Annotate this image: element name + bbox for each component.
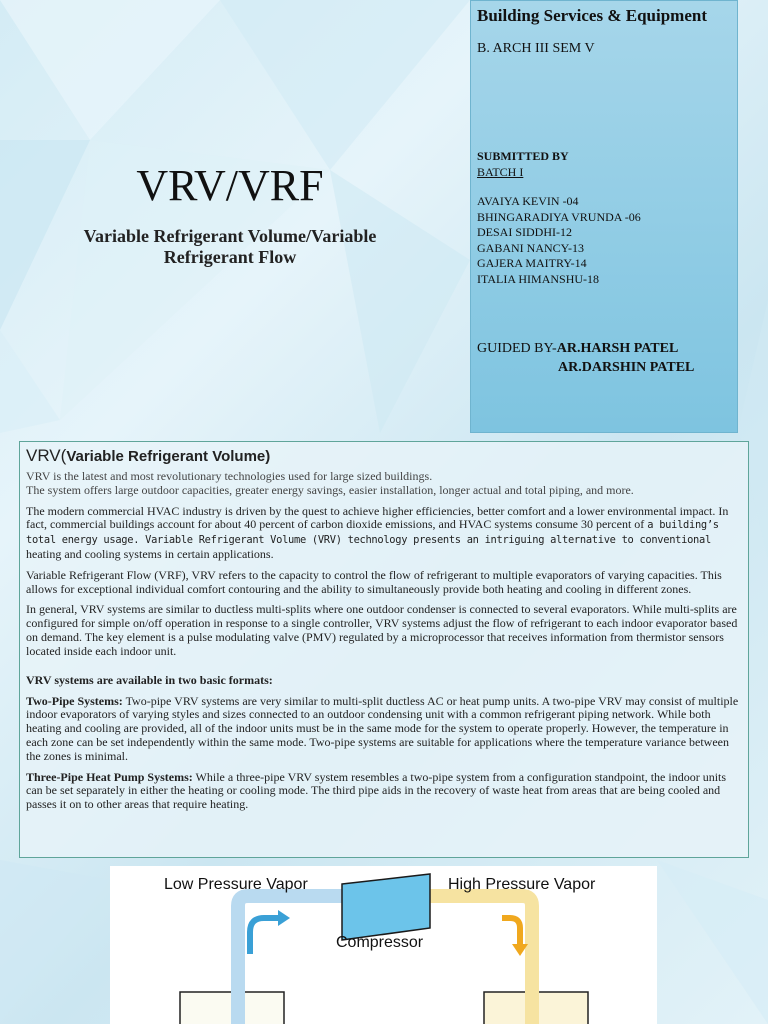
paragraph-three-pipe <box>26 771 742 812</box>
intro-line-2: The system offers large outdoor capacities, greater energy savings, easier installation, longer actual and total piping, and more. <box>26 482 634 497</box>
guide-name-2: AR.DARSHIN PATEL <box>558 360 695 375</box>
slide-subtitle: Variable Refrigerant Volume/Variable Refrigerant Flow <box>83 226 377 267</box>
title-block <box>60 160 400 268</box>
member-item: BHINGARADIYA VRUNDA -06 <box>477 209 641 224</box>
info-panel <box>470 0 738 433</box>
member-item: ITALIA HIMANSHU-18 <box>477 271 600 286</box>
high-pressure-label: High Pressure Vapor <box>448 876 596 893</box>
paragraph-hvac <box>26 505 742 562</box>
two-pipe-label: Two-Pipe Systems: <box>26 693 123 708</box>
slide-title: VRV/VRF <box>136 161 324 210</box>
paragraph-two-pipe <box>26 695 742 764</box>
two-pipe-text: Two-pipe VRV systems are very similar to multi-split ductless AC or heat pump units. A two-pipe VRV may consist of multiple indoor evaporators of varying styles and sizes connected to an outdoor condensing unit with a common refrigerant piping network. While both heating and cooling are provided, all of the indoor units must be in the same mode for the system to operate properly. However, the temperature in each zone can be set independently within the same mode. Two-pipe systems are suitable for applications where the temperature variance between the zones is minimal. <box>26 693 739 763</box>
intro-line-1: VRV is the latest and most revolutionary technologies used for large sized buildings. <box>26 469 433 483</box>
compressor-label: Compressor <box>336 934 424 951</box>
member-list <box>477 194 731 287</box>
hot-arrow <box>502 918 520 946</box>
paragraph-hvac-b: heating and cooling systems in certain applications. <box>26 546 274 561</box>
content-heading <box>26 446 742 466</box>
intro-paragraph <box>26 470 742 498</box>
low-pressure-label: Low Pressure Vapor <box>164 876 308 893</box>
three-pipe-text: While a three-pipe VRV system resembles a two-pipe system from a configuration standpoint, the indoor units can be set separately in either the heating or cooling mode. The third pipe aids in the recovery of waste heat from areas that are being cooled and passes it on to other areas that require heating. <box>26 769 727 812</box>
guided-by <box>477 339 731 377</box>
submitted-by-label: SUBMITTED BY <box>477 149 569 163</box>
course-title: Building Services & Equipment <box>477 6 708 25</box>
member-item: GAJERA MAITRY-14 <box>477 256 587 270</box>
heading-abbr: VRV( <box>26 446 67 465</box>
guide-name-1: AR.HARSH PATEL <box>556 341 679 356</box>
paragraph-hvac-a: The modern commercial HVAC industry is driven by the quest to achieve higher efficiencies, better comfort and a lower environmental impact. In fact, commercial buildings account for about 40 percent of carbon dioxide emissions, and HVAC systems consume 30 percent of <box>26 503 729 532</box>
paragraph-vrf: Variable Refrigerant Flow (VRF), VRV refers to the capacity to control the flow of refrigerant to multiple evaporators of varying capacities. This allows for exceptional individual comfort contouring and the ability to simultaneously provide both heating and cooling in different zones. <box>26 567 722 596</box>
refrigeration-diagram <box>110 866 657 1024</box>
member-item: DESAI SIDDHI-12 <box>477 225 572 239</box>
cold-arrow <box>250 918 280 954</box>
guided-by-label: GUIDED BY- <box>477 341 557 356</box>
compressor-shape <box>342 874 430 940</box>
content-box <box>19 441 749 858</box>
member-item: AVAIYA KEVIN -04 <box>477 194 579 208</box>
class-name: B. ARCH III SEM V <box>477 41 595 56</box>
heading-expansion: Variable Refrigerant Volume) <box>66 448 271 465</box>
three-pipe-label: Three-Pipe Heat Pump Systems: <box>26 769 193 784</box>
member-item: GABANI NANCY-13 <box>477 240 584 255</box>
batch-label: BATCH I <box>477 165 524 179</box>
formats-title: VRV systems are available in two basic formats: <box>26 672 273 687</box>
paragraph-general: In general, VRV systems are similar to ductless multi-splits where one outdoor condenser is connected to several evaporators. While multi-splits are configured for simple on/off operation in response to a single controller, VRV systems adjust the flow of refrigerant to each indoor evaporator based on demand. The key element is a pulse modulating valve (PMV) regulated by a microprocessor that receives information from thermistor sensors located inside each indoor unit. <box>26 602 738 658</box>
paragraph-hvac-mono: a building’s total energy usage. Variable Refrigerant Volume (VRV) technology presents an intriguing alternative to conventional <box>26 519 719 547</box>
